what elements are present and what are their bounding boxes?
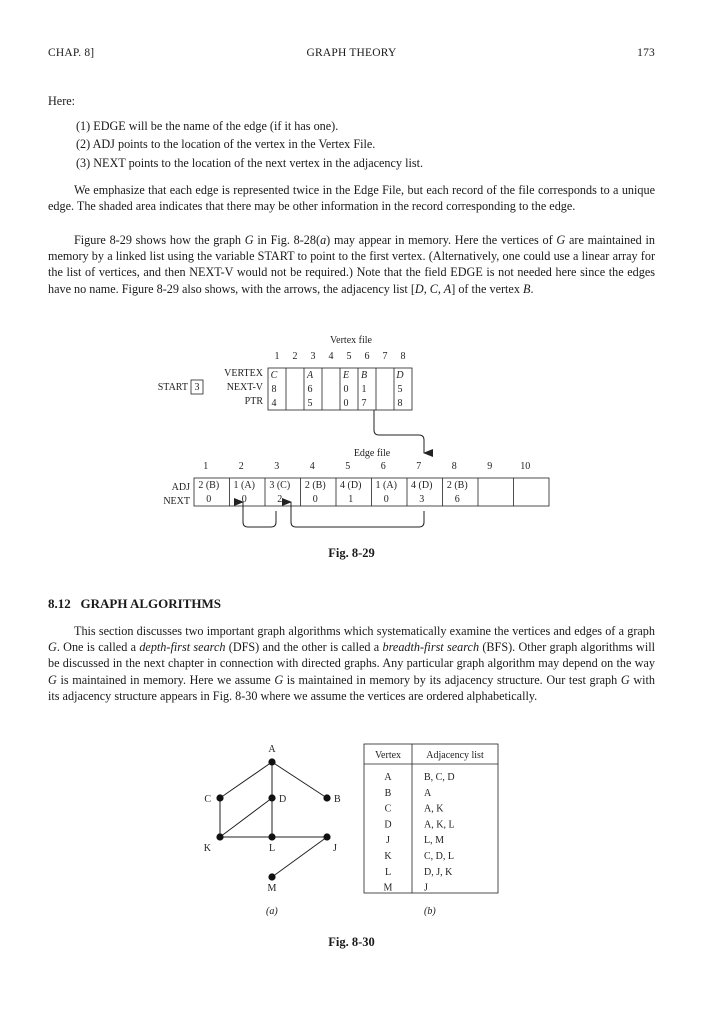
edge-col-number: 6 xyxy=(380,461,386,472)
edge-file-cell: 0 xyxy=(383,494,389,505)
table-cell-adjacency: J xyxy=(424,882,428,894)
vertex-file-grid xyxy=(268,368,412,410)
vertex-col-number: 3 xyxy=(310,351,316,362)
label-node-l: L xyxy=(268,843,276,854)
label-node-d: D xyxy=(279,794,287,805)
label-node-a: A xyxy=(268,744,276,755)
table-cell-vertex: K xyxy=(384,851,392,862)
paragraph-edge-file: We emphasize that each edge is represented twice in the Edge File, but each record of the file corresponds to a unique edge. The shaded area indicates that there may be other information in the record corresponding to the edge. xyxy=(48,183,655,214)
edge-col-number: 9 xyxy=(487,461,493,472)
table-cell-adjacency: C, D, L xyxy=(424,851,454,862)
table-cell-vertex: C xyxy=(384,803,392,815)
list-item-3: (3) NEXT points to the location of the next vertex in the adjacency list. xyxy=(76,156,424,170)
fig-8-29-caption: Fig. 8-29 xyxy=(328,546,375,560)
vertex-file-cell: 5 xyxy=(307,398,313,409)
vertex-file-cell: D xyxy=(396,370,404,381)
edge-file-cell: 1 xyxy=(348,494,354,505)
vertex-file-cell: 4 xyxy=(271,398,277,409)
vertex-col-number: 2 xyxy=(292,351,298,362)
edge-file-values xyxy=(198,480,467,505)
paragraph-figure-829: Figure 8-29 shows how the graph G in Fig. 8-28(a) may appear in memory. Here the vertices of G are maintained in memory by a linked list using the variable START to point to the first vertex. (Alternatively, one could use a linear array for the list of vertices, and then NEXT-V would not be required.) Note that the field EDGE is not needed here since the edges have no name. Figure 8-29 also shows, with the arrows, the adjacency list [D, C, A] of the vertex B. xyxy=(48,233,656,296)
edge-file-cell: 6 xyxy=(454,494,460,505)
vertex-file-cell: A xyxy=(306,370,314,381)
here-label: Here: xyxy=(48,94,76,108)
label-node-b: B xyxy=(334,794,341,805)
table-cell-adjacency: A, K xyxy=(424,803,444,815)
table-cell-adjacency: L, M xyxy=(424,835,444,847)
sub-caption-b: (b) xyxy=(424,906,436,917)
label-node-c: C xyxy=(204,794,211,805)
table-cell-adjacency: B, C, D xyxy=(424,772,455,783)
figure-8-30-table xyxy=(360,742,505,898)
section-heading: 8.12 GRAPH ALGORITHMS xyxy=(48,596,221,611)
vertex-file-cell: 0 xyxy=(343,398,349,409)
node-l xyxy=(268,833,275,840)
table-header-vertex: Vertex xyxy=(374,750,402,761)
edge-col-number: 7 xyxy=(416,461,422,472)
fig-8-30-caption: Fig. 8-30 xyxy=(328,935,375,949)
vertex-file-cell: 1 xyxy=(361,384,367,395)
ptr-arrow xyxy=(374,410,424,453)
vertex-col-number: 1 xyxy=(274,351,280,362)
vertex-file-cell: 7 xyxy=(361,398,367,409)
vertex-file-cell: 5 xyxy=(397,384,403,395)
figure-8-30-graph xyxy=(190,740,360,920)
adjacency-rows xyxy=(384,772,455,894)
edge-file-cell: 4 (D) xyxy=(340,480,362,491)
edge-file-cell: 1 (A) xyxy=(233,480,255,491)
vertex-file-cell: E xyxy=(342,370,350,381)
header-chapter: CHAP. 8] xyxy=(48,47,95,59)
sub-caption-a: (a) xyxy=(266,906,278,917)
node-a xyxy=(268,758,275,765)
node-b xyxy=(323,794,330,801)
vertex-file-cell: C xyxy=(270,370,278,381)
table-header-adjacency: Adjacency list xyxy=(426,750,484,761)
edge-col-number: 3 xyxy=(274,461,280,472)
label-next-v: NEXT-V xyxy=(226,382,263,393)
table-cell-vertex: L xyxy=(384,866,392,878)
edge-j-m xyxy=(272,837,327,877)
vertex-file-cell: 0 xyxy=(343,384,349,395)
list-item-2: (2) ADJ points to the location of the vertex in the Vertex File. xyxy=(76,137,376,151)
table-cell-vertex: J xyxy=(386,835,390,847)
vertex-file-values xyxy=(271,370,405,409)
edge-file-cell: 3 xyxy=(419,494,425,505)
edge-file-cell: 2 xyxy=(277,494,283,505)
label-adj: ADJ xyxy=(171,482,190,493)
edge-file-cell: 1 (A) xyxy=(375,480,397,491)
edge-col-number: 5 xyxy=(345,461,351,472)
edge-file-cell: 3 (C) xyxy=(269,480,291,491)
header-title: GRAPH THEORY xyxy=(306,47,397,59)
label-vertex: VERTEX xyxy=(224,368,263,379)
edge-col-number: 1 xyxy=(203,461,209,472)
vertex-col-number: 5 xyxy=(346,351,352,362)
vertex-col-number: 4 xyxy=(328,351,334,362)
vertex-column-numbers xyxy=(275,351,406,362)
table-cell-vertex: D xyxy=(384,819,392,831)
node-c xyxy=(216,794,223,801)
edge-file-cell: 2 (B) xyxy=(446,480,468,491)
edge-file-cell: 0 xyxy=(312,494,318,505)
edge-col-number: 4 xyxy=(309,461,315,472)
table-cell-vertex: A xyxy=(384,772,392,783)
label-node-m: M xyxy=(267,883,277,894)
edge-file-title: Edge file xyxy=(353,448,391,459)
table-cell-adjacency: A xyxy=(424,787,432,799)
table-cell-vertex: B xyxy=(384,787,392,799)
vertex-file-cell: 8 xyxy=(271,384,277,395)
vertex-col-number: 8 xyxy=(400,351,406,362)
table-cell-adjacency: A, K, L xyxy=(424,819,455,831)
label-ptr: PTR xyxy=(244,396,263,407)
paragraph-graph-algorithms: This section discusses two important graph algorithms which systematically examine the vertices and edges of a graph G. One is called a depth-first search (DFS) and the other is called a breadth-first search (BFS). Other graph algorithms will be discussed in the next chapter in connection with directed graphs. Any particular graph algorithm may depend on the way G is maintained in memory. Here we assume G is maintained in memory by its adjacency structure. Our test graph G with its adjacency structure appears in Fig. 8-30 where we assume the vertices are ordered alphabetically. xyxy=(48,624,656,703)
node-j xyxy=(323,833,330,840)
edge-file-cell: 0 xyxy=(206,494,212,505)
node-m xyxy=(268,873,275,880)
edge-col-number: 10 xyxy=(520,461,531,472)
label-node-j: J xyxy=(333,843,337,854)
vertex-col-number: 7 xyxy=(382,351,388,362)
edge-file-cell: 0 xyxy=(241,494,247,505)
table-cell-vertex: M xyxy=(383,882,393,894)
label-node-k: K xyxy=(203,843,211,854)
table-cell-adjacency: D, J, K xyxy=(424,866,453,878)
start-value: 3 xyxy=(194,382,200,393)
edge-file-cell: 2 (B) xyxy=(304,480,326,491)
edge-file-cell: 2 (B) xyxy=(198,480,220,491)
list-item-1: (1) EDGE will be the name of the edge (if it has one). xyxy=(76,119,339,133)
vertex-file-cell: 8 xyxy=(397,398,403,409)
label-start: START xyxy=(157,382,188,393)
vertex-file-cell: 6 xyxy=(307,384,313,395)
edge-col-number: 8 xyxy=(451,461,457,472)
edge-a-c xyxy=(220,762,272,798)
edge-a-b xyxy=(272,762,327,798)
edge-file-cell: 4 (D) xyxy=(411,480,433,491)
figure-8-29 xyxy=(0,328,703,560)
node-k xyxy=(216,833,223,840)
label-next: NEXT xyxy=(163,496,190,507)
vertex-col-number: 6 xyxy=(364,351,370,362)
header-page-number: 173 xyxy=(637,47,655,59)
vertex-file-title: Vertex file xyxy=(330,335,372,346)
edge-col-number: 2 xyxy=(238,461,244,472)
node-d xyxy=(268,794,275,801)
edge-d-k xyxy=(220,798,272,837)
vertex-file-cell: B xyxy=(360,370,368,381)
edge-column-numbers xyxy=(203,461,530,472)
